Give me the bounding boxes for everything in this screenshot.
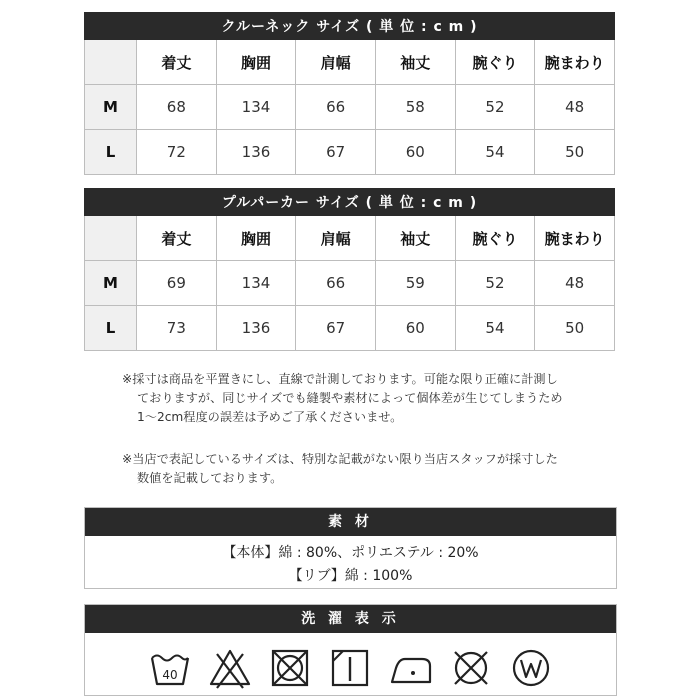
note-line: 1～2cm程度の誤差は予めご了承くださいませ。 xyxy=(137,410,403,424)
column-header: 腕ぐり xyxy=(455,40,535,85)
table-cell: 59 xyxy=(375,261,455,306)
washing-section xyxy=(84,604,617,696)
table-cell: 72 xyxy=(137,130,217,175)
material-title: 素 材 xyxy=(85,508,616,536)
column-header: 腕まわり xyxy=(535,40,615,85)
iron-low-icon xyxy=(389,646,433,690)
note-line: ておりますが、同じサイズでも縫製や素材によって個体差が生じてしまうため xyxy=(137,391,563,405)
table-cell: 67 xyxy=(296,306,376,351)
column-header: 着丈 xyxy=(137,40,217,85)
crewneck-table-title: クルーネック サイズ ( 単 位 : c m ) xyxy=(85,13,615,40)
line-dry-icon xyxy=(328,646,372,690)
table-corner-cell xyxy=(85,216,137,261)
table-cell: 48 xyxy=(535,85,615,130)
table-cell: 136 xyxy=(216,306,296,351)
wash-40-icon xyxy=(148,646,192,690)
table-cell: 73 xyxy=(137,306,217,351)
column-header: 着丈 xyxy=(137,216,217,261)
table-cell: 50 xyxy=(535,306,615,351)
crewneck-size-table xyxy=(84,12,615,175)
table-row xyxy=(85,130,615,175)
table-cell: 134 xyxy=(216,261,296,306)
table-cell: 69 xyxy=(137,261,217,306)
no-dry-clean-icon xyxy=(449,646,493,690)
column-header: 肩幅 xyxy=(296,40,376,85)
table-cell: 136 xyxy=(216,130,296,175)
table-cell: 48 xyxy=(535,261,615,306)
table-cell: 58 xyxy=(375,85,455,130)
size-label: M xyxy=(85,85,137,130)
size-label: L xyxy=(85,130,137,175)
note-line: ※当店で表記しているサイズは、特別な記載がない限り当店スタッフが採寸した xyxy=(122,452,558,466)
material-section xyxy=(84,507,617,589)
washing-title: 洗 濯 表 示 xyxy=(85,605,616,633)
table-cell: 52 xyxy=(455,261,535,306)
note-line: 数値を記載しております。 xyxy=(137,471,283,485)
table-cell: 134 xyxy=(216,85,296,130)
measurement-note xyxy=(122,370,592,427)
pullparka-table-title: プルパーカー サイズ ( 単 位 : c m ) xyxy=(85,189,615,216)
table-cell: 54 xyxy=(455,306,535,351)
size-note xyxy=(122,450,592,488)
table-cell: 54 xyxy=(455,130,535,175)
table-cell: 60 xyxy=(375,306,455,351)
no-bleach-icon xyxy=(208,646,252,690)
pullparka-size-table xyxy=(84,188,615,351)
table-cell: 66 xyxy=(296,85,376,130)
no-tumble-dry-icon xyxy=(268,646,312,690)
column-header: 袖丈 xyxy=(375,40,455,85)
table-row xyxy=(85,85,615,130)
table-cell: 50 xyxy=(535,130,615,175)
column-header: 腕ぐり xyxy=(455,216,535,261)
column-header: 肩幅 xyxy=(296,216,376,261)
column-header: 胸囲 xyxy=(216,40,296,85)
size-label: L xyxy=(85,306,137,351)
material-line: 【リブ】綿 : 100% xyxy=(288,568,413,584)
table-cell: 60 xyxy=(375,130,455,175)
table-row xyxy=(85,261,615,306)
column-header: 胸囲 xyxy=(216,216,296,261)
wash-temperature: 40 xyxy=(162,668,178,682)
table-cell: 52 xyxy=(455,85,535,130)
size-label: M xyxy=(85,261,137,306)
table-cell: 66 xyxy=(296,261,376,306)
table-corner-cell xyxy=(85,40,137,85)
table-cell: 68 xyxy=(137,85,217,130)
column-header: 袖丈 xyxy=(375,216,455,261)
note-line: ※採寸は商品を平置きにし、直線で計測しております。可能な限り正確に計測し xyxy=(122,372,558,386)
column-header: 腕まわり xyxy=(535,216,615,261)
table-row xyxy=(85,306,615,351)
table-cell: 67 xyxy=(296,130,376,175)
material-line: 【本体】綿 : 80%、ポリエステル : 20% xyxy=(222,545,479,561)
wet-clean-icon xyxy=(509,646,553,690)
